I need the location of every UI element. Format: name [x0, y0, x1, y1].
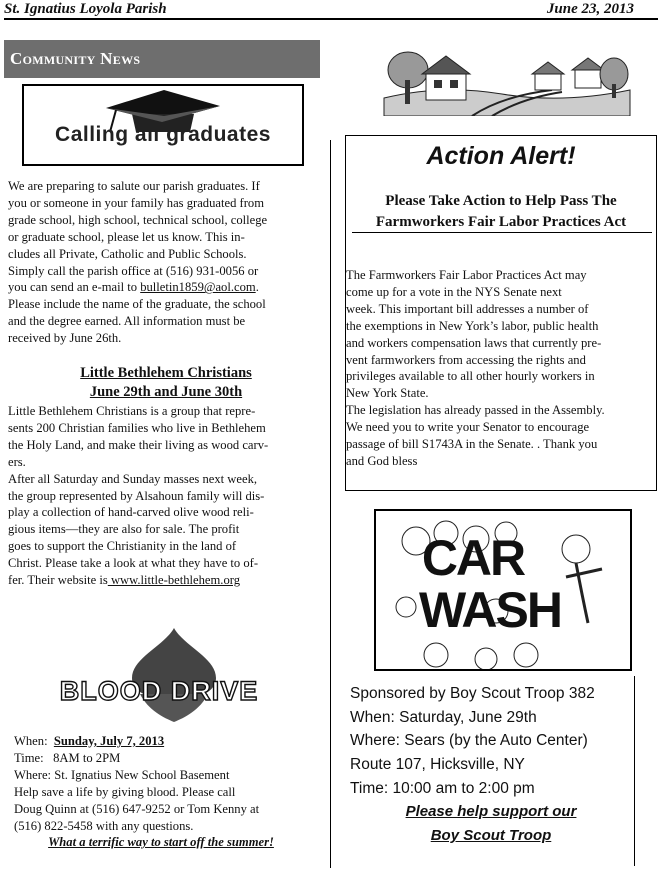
car-wash-line: Time: 10:00 am to 2:00 pm: [350, 779, 535, 797]
bethlehem-heading: [8, 364, 324, 402]
blood-drive-logo: [14, 624, 304, 724]
bethlehem-line: Little Bethlehem Christians is a group that repre-: [8, 404, 256, 418]
bethlehem-line: gious items—they are also for sale. The profit: [8, 522, 240, 537]
tagline-text: What a terrific way to start off the summer!: [48, 835, 274, 849]
bethlehem-dates: June 29th and June 30th: [89, 384, 243, 400]
action-alert-line: passage of bill S1743A in the Senate. . Thank you: [346, 437, 598, 452]
car-wash-line: Where: Sears (by the Auto Center): [350, 732, 588, 750]
action-alert-line: and God bless: [346, 453, 418, 468]
action-alert-line: The Farmworkers Fair Labor Practices Act may: [346, 268, 587, 282]
blood-drive-line: Doug Quinn at (516) 647-9252 or Tom Kenny at: [14, 801, 260, 816]
car-wash-details: [350, 682, 640, 801]
when-value: Sunday, July 7, 2013: [53, 734, 165, 748]
column-divider: [330, 140, 331, 868]
bethlehem-website-line: [8, 572, 324, 589]
village-illustration: [382, 40, 632, 116]
car-wash-line: Route 107, Hicksville, NY: [350, 756, 525, 774]
bethlehem-line: Christ. Please take a look at what they have to of-: [8, 556, 259, 571]
blood-drop-icon: [14, 624, 304, 724]
graduates-line: cludes all Private, Catholic and Public Schools.: [8, 246, 247, 261]
blood-drive-when: [14, 733, 328, 750]
car-wash-word-1: CAR: [421, 530, 525, 586]
graduates-line: you or someone in your family has graduated from: [8, 195, 265, 210]
website-link[interactable]: www.little-bethlehem.org: [107, 573, 240, 588]
graduates-image-caption: Calling all graduates: [55, 123, 271, 146]
graduates-line: grade school, high school, technical school, college: [8, 212, 268, 227]
website-prefix: fer. Their website is: [8, 573, 108, 588]
action-alert-title: Action Alert!: [426, 142, 576, 170]
action-alert-line: We need you to write your Senator to encourage: [346, 420, 590, 435]
bethlehem-line: sents 200 Christian families who live in Bethlehem: [8, 420, 266, 435]
car-wash-word-2: WASH: [419, 582, 561, 638]
blood-drive-time: [14, 750, 328, 767]
blood-drive-logo-text: BLOOD DRIVE: [59, 676, 259, 706]
action-alert-subtitle-1: Please Take Action to Help Pass The: [385, 193, 617, 209]
action-alert-subtitle: [346, 191, 656, 233]
bulletin-date: June 23, 2013: [546, 1, 634, 17]
right-edge-divider: [634, 676, 635, 866]
bethlehem-title: Little Bethlehem Christians: [80, 365, 252, 381]
graduates-email-line: [8, 279, 324, 296]
email-prefix: you can send an e-mail to: [8, 280, 141, 295]
blood-drive-details: [14, 733, 328, 834]
bethlehem-line: the Holy Land, and make their living as wood carv-: [8, 437, 269, 452]
blood-drive-line: Help save a life by giving blood. Please call: [14, 784, 236, 799]
header-rule: [4, 18, 658, 20]
action-alert-line: and workers compensation laws that currently pre-: [346, 335, 602, 350]
action-alert-line: vent farmworkers from accessing the rights and: [346, 352, 586, 367]
parish-name: St. Ignatius Loyola Parish: [4, 1, 167, 17]
car-wash-support: [346, 800, 636, 848]
bethlehem-line: play a collection of hand-carved olive wood reli-: [8, 505, 254, 520]
time-value: 8AM to 2PM: [53, 750, 121, 765]
graduates-line: and the degree earned. All information must be: [8, 314, 246, 329]
action-alert-line: New York State.: [346, 386, 429, 401]
email-link[interactable]: bulletin1859@aol.com: [140, 280, 256, 295]
action-alert-box: [345, 135, 657, 491]
bethlehem-line: ers.: [8, 454, 26, 469]
car-wash-line: When: Saturday, June 29th: [350, 708, 537, 726]
action-alert-subtitle-2: Farmworkers Fair Labor Practices Act: [375, 214, 627, 230]
blood-drive-tagline: [14, 835, 308, 850]
action-alert-line: the exemptions in New York’s labor, public health: [346, 318, 599, 333]
bethlehem-line: the group represented by Alsahoun family will dis-: [8, 488, 265, 503]
graduates-image: [22, 84, 304, 166]
support-line-1: Please help support our: [405, 803, 577, 820]
blood-drive-line: (516) 822-5458 with any questions.: [14, 818, 194, 833]
blood-drive-where: Where: St. Ignatius New School Basement: [14, 767, 230, 782]
graduates-line: or graduate school, please let us know. This in-: [8, 229, 245, 244]
graduates-article: [8, 178, 324, 347]
time-label: Time:: [14, 750, 44, 765]
action-alert-line: come up for a vote in the NYS Senate next: [346, 284, 562, 299]
graduates-line: Please include the name of the graduate, the school: [8, 297, 266, 312]
action-alert-line: The legislation has already passed in the Assembly.: [346, 403, 605, 418]
village-scene-icon: [382, 40, 632, 116]
action-alert-article: [346, 267, 656, 470]
when-label: When:: [14, 734, 48, 748]
car-wash-line: Sponsored by Boy Scout Troop 382: [350, 685, 595, 702]
bethlehem-article: [8, 403, 324, 589]
action-alert-line: privileges available to all other hourly workers in: [346, 369, 595, 384]
graduates-line: received by June 26th.: [8, 331, 122, 346]
action-alert-line: week. This important bill addresses a number of: [346, 301, 589, 316]
bethlehem-line: After all Saturday and Sunday masses next week,: [8, 471, 258, 486]
action-alert-divider: [352, 232, 652, 233]
email-suffix: .: [255, 280, 259, 295]
graduates-line: Simply call the parish office at (516) 931-0056 or: [8, 263, 259, 278]
car-wash-image: [374, 509, 632, 671]
support-line-2: Boy Scout Troop: [430, 827, 552, 844]
graduates-line: We are preparing to salute our parish graduates. If: [8, 179, 260, 193]
bethlehem-line: goes to support the Christianity in the land of: [8, 539, 237, 554]
community-news-banner: Community News: [4, 40, 320, 78]
